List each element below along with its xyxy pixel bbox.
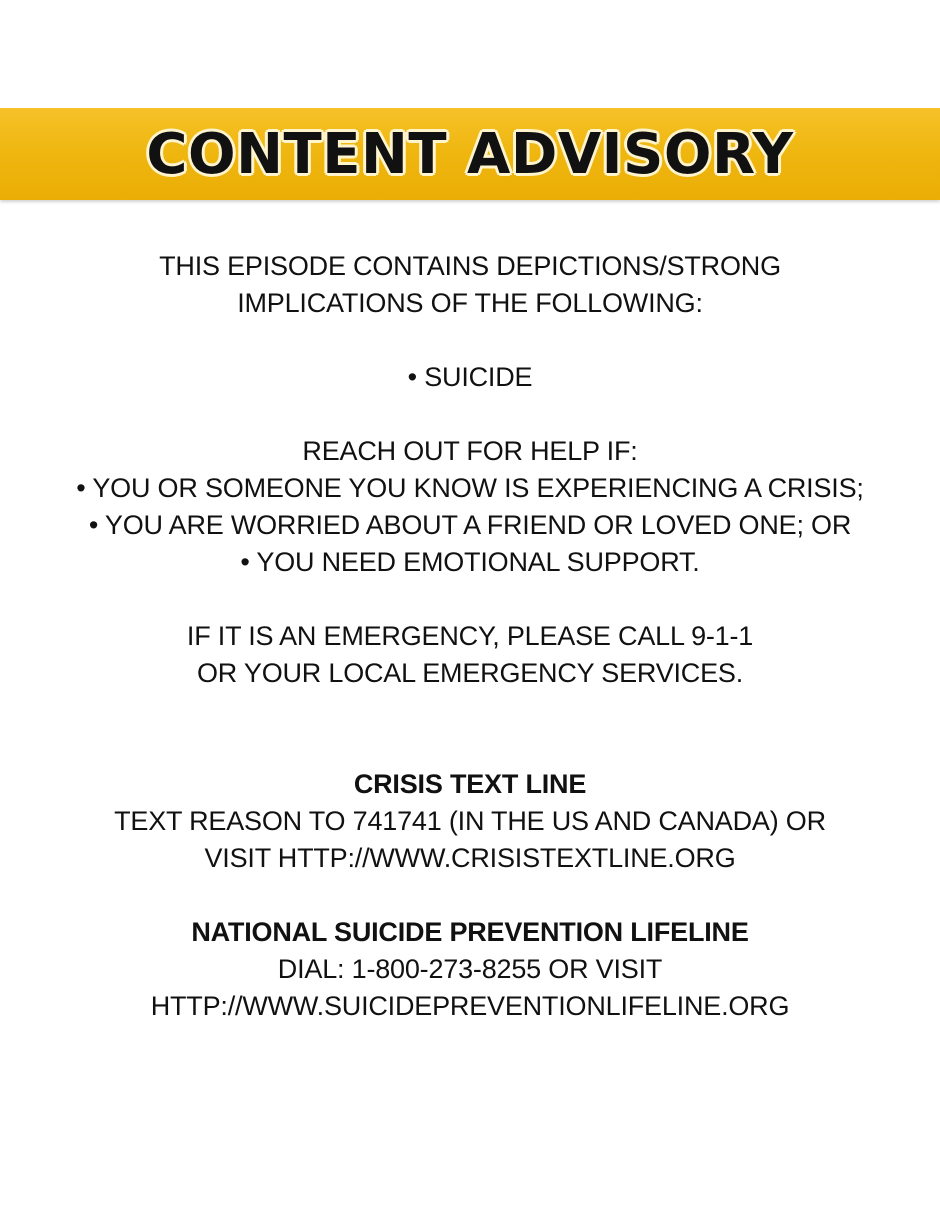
spacer	[0, 581, 940, 618]
crisis-text-line-instructions: TEXT REASON TO 741741 (IN THE US AND CANADA) OR	[114, 806, 826, 836]
help-item: • YOU ARE WORRIED ABOUT A FRIEND OR LOVED ONE; OR	[88, 510, 852, 540]
banner-title: CONTENT ADVISORY	[146, 121, 794, 187]
lifeline-title: NATIONAL SUICIDE PREVENTION LIFELINE	[191, 917, 749, 947]
crisis-text-line-url: VISIT HTTP://WWW.CRISISTEXTLINE.ORG	[204, 843, 736, 873]
lifeline-url: HTTP://WWW.SUICIDEPREVENTIONLIFELINE.ORG	[150, 991, 790, 1021]
intro-line-2: IMPLICATIONS OF THE FOLLOWING:	[237, 288, 703, 318]
advisory-content	[0, 248, 940, 1025]
spacer	[0, 877, 940, 914]
spacer	[0, 322, 940, 359]
crisis-text-line-title: CRISIS TEXT LINE	[353, 769, 587, 799]
help-item: • YOU OR SOMEONE YOU KNOW IS EXPERIENCING A CRISIS;	[76, 473, 864, 503]
content-advisory-banner	[0, 108, 940, 200]
intro-line-1: THIS EPISODE CONTAINS DEPICTIONS/STRONG	[159, 251, 781, 281]
help-item: • YOU NEED EMOTIONAL SUPPORT.	[240, 547, 700, 577]
help-heading: REACH OUT FOR HELP IF:	[302, 436, 638, 466]
lifeline-phone: DIAL: 1-800-273-8255 OR VISIT	[277, 954, 663, 984]
spacer	[0, 692, 940, 766]
topic-item: • SUICIDE	[407, 362, 533, 392]
spacer	[0, 396, 940, 433]
emergency-line-1: IF IT IS AN EMERGENCY, PLEASE CALL 9-1-1	[186, 621, 754, 651]
emergency-line-2: OR YOUR LOCAL EMERGENCY SERVICES.	[196, 658, 744, 688]
